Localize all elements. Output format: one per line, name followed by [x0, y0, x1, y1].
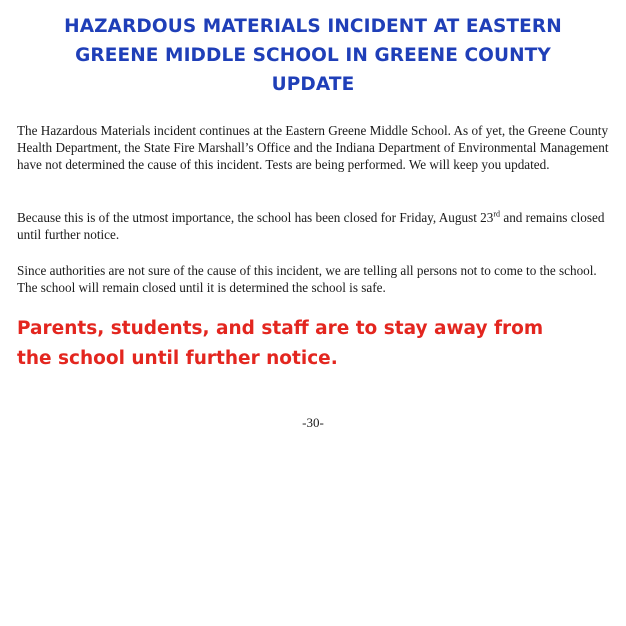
- paragraph-stay-away-advisory: Since authorities are not sure of the cause of this incident, we are telling all persons not to come to the school. The school will remain closed until it is determined the school is safe.: [17, 263, 597, 295]
- paragraph-school-closure: [17, 209, 613, 243]
- warning-line-1: Parents, students, and staff are to stay away from: [17, 318, 544, 339]
- title-line-1: HAZARDOUS MATERIALS INCIDENT AT EASTERN: [64, 16, 562, 37]
- end-of-release-mark: -30-: [302, 415, 324, 430]
- date-ordinal-suffix: rd: [493, 209, 501, 219]
- warning-line-2: the school until further notice.: [17, 348, 338, 369]
- paragraph-incident-status: The Hazardous Materials incident continues at the Eastern Greene Middle School. As of yet, the Greene County Health Department, the State Fire Marshall’s Office and the Indiana Department of Environmental Management have not determined the cause of this incident. Tests are being performed. We will keep you updated.: [17, 123, 609, 172]
- document-title: [30, 12, 596, 99]
- warning-notice: [17, 314, 617, 374]
- closure-text-end: and remains closed until further notice.: [17, 210, 605, 242]
- closure-text-start: Because this is of the utmost importance, the school has been closed for Friday, August 23: [17, 210, 494, 225]
- title-line-2: GREENE MIDDLE SCHOOL IN GREENE COUNTY: [75, 45, 551, 66]
- title-line-3: UPDATE: [271, 74, 355, 95]
